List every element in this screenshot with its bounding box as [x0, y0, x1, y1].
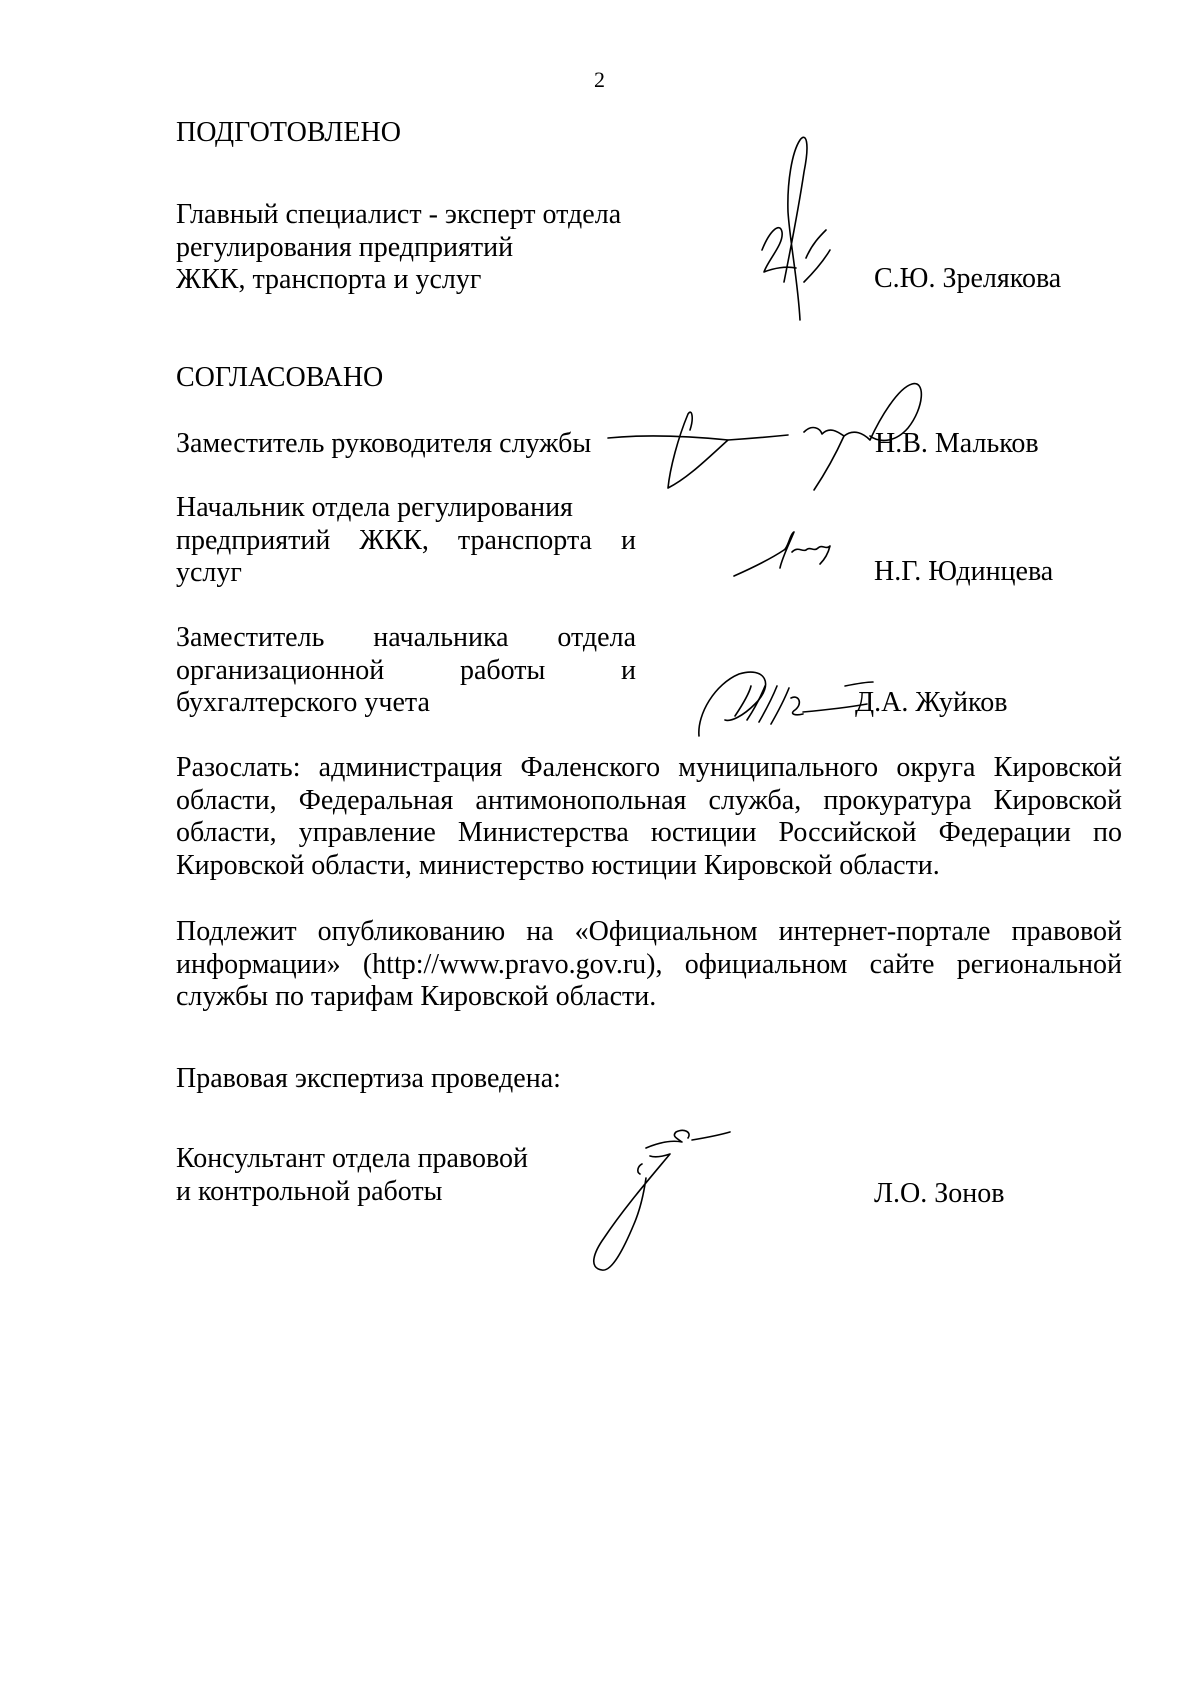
- signature-zrelyakova: [760, 132, 860, 342]
- paragraph-line: Кировской области, министерство юстиции Кировской области.: [176, 849, 940, 881]
- position-line: регулирования предприятий: [176, 231, 514, 263]
- paragraph-line: области, Федеральная антимонопольная служба, прокуратура Кировской: [176, 784, 1122, 816]
- legal-review-heading: Правовая экспертиза проведена:: [176, 1063, 561, 1094]
- position-line: ЖКК, транспорта и услуг: [176, 264, 482, 295]
- signature-zhuikov: [695, 664, 885, 744]
- paragraph-line: Разослать: администрация Фаленского муниципального округа Кировской: [176, 752, 1122, 783]
- signature-zonov: [580, 1128, 790, 1278]
- signer-name-malkov: Н.В. Мальков: [875, 428, 1039, 459]
- signer-position-yudintseva: [176, 492, 636, 590]
- paragraph-line: информации» (http://www.pravo.gov.ru), официальном сайте региональной: [176, 948, 1122, 980]
- signer-position-zhuikov: [176, 622, 636, 720]
- legal-review-position-line: Консультант отдела правовой: [176, 1143, 529, 1174]
- position-line: Заместитель начальника отдела: [176, 622, 636, 653]
- position-line: организационной работы и: [176, 654, 636, 686]
- page-number: 2: [594, 67, 605, 92]
- publication-paragraph: [176, 916, 1122, 1014]
- prepared-position: [176, 199, 636, 297]
- signature-malkov: [608, 378, 938, 508]
- paragraph-line: службы по тарифам Кировской области.: [176, 981, 657, 1012]
- position-line: предприятий ЖКК, транспорта и: [176, 524, 636, 556]
- position-line: Начальник отдела регулирования: [176, 492, 573, 523]
- position-line: бухгалтерского учета: [176, 687, 430, 718]
- approved-heading: СОГЛАСОВАНО: [176, 362, 384, 393]
- legal-review-position-line: и контрольной работы: [176, 1176, 443, 1207]
- paragraph-line: области, управление Министерства юстиции Российской Федерации по: [176, 817, 1122, 848]
- signer-name-zonov: Л.О. Зонов: [874, 1178, 1005, 1209]
- signature-yudintseva: [732, 528, 842, 588]
- signer-name-zhuikov: Д.А. Жуйков: [855, 687, 1008, 718]
- position-line: услуг: [176, 557, 242, 588]
- paragraph-line: Подлежит опубликованию на «Официальном интернет-портале правовой: [176, 916, 1122, 947]
- prepared-heading: ПОДГОТОВЛЕНО: [176, 117, 401, 148]
- distribution-paragraph: [176, 752, 1122, 882]
- signer-position-malkov: Заместитель руководителя службы: [176, 428, 592, 459]
- signer-name-zrelyakova: С.Ю. Зрелякова: [874, 263, 1062, 294]
- position-line: Главный специалист - эксперт отдела: [176, 199, 622, 230]
- signer-name-yudintseva: Н.Г. Юдинцева: [874, 556, 1054, 587]
